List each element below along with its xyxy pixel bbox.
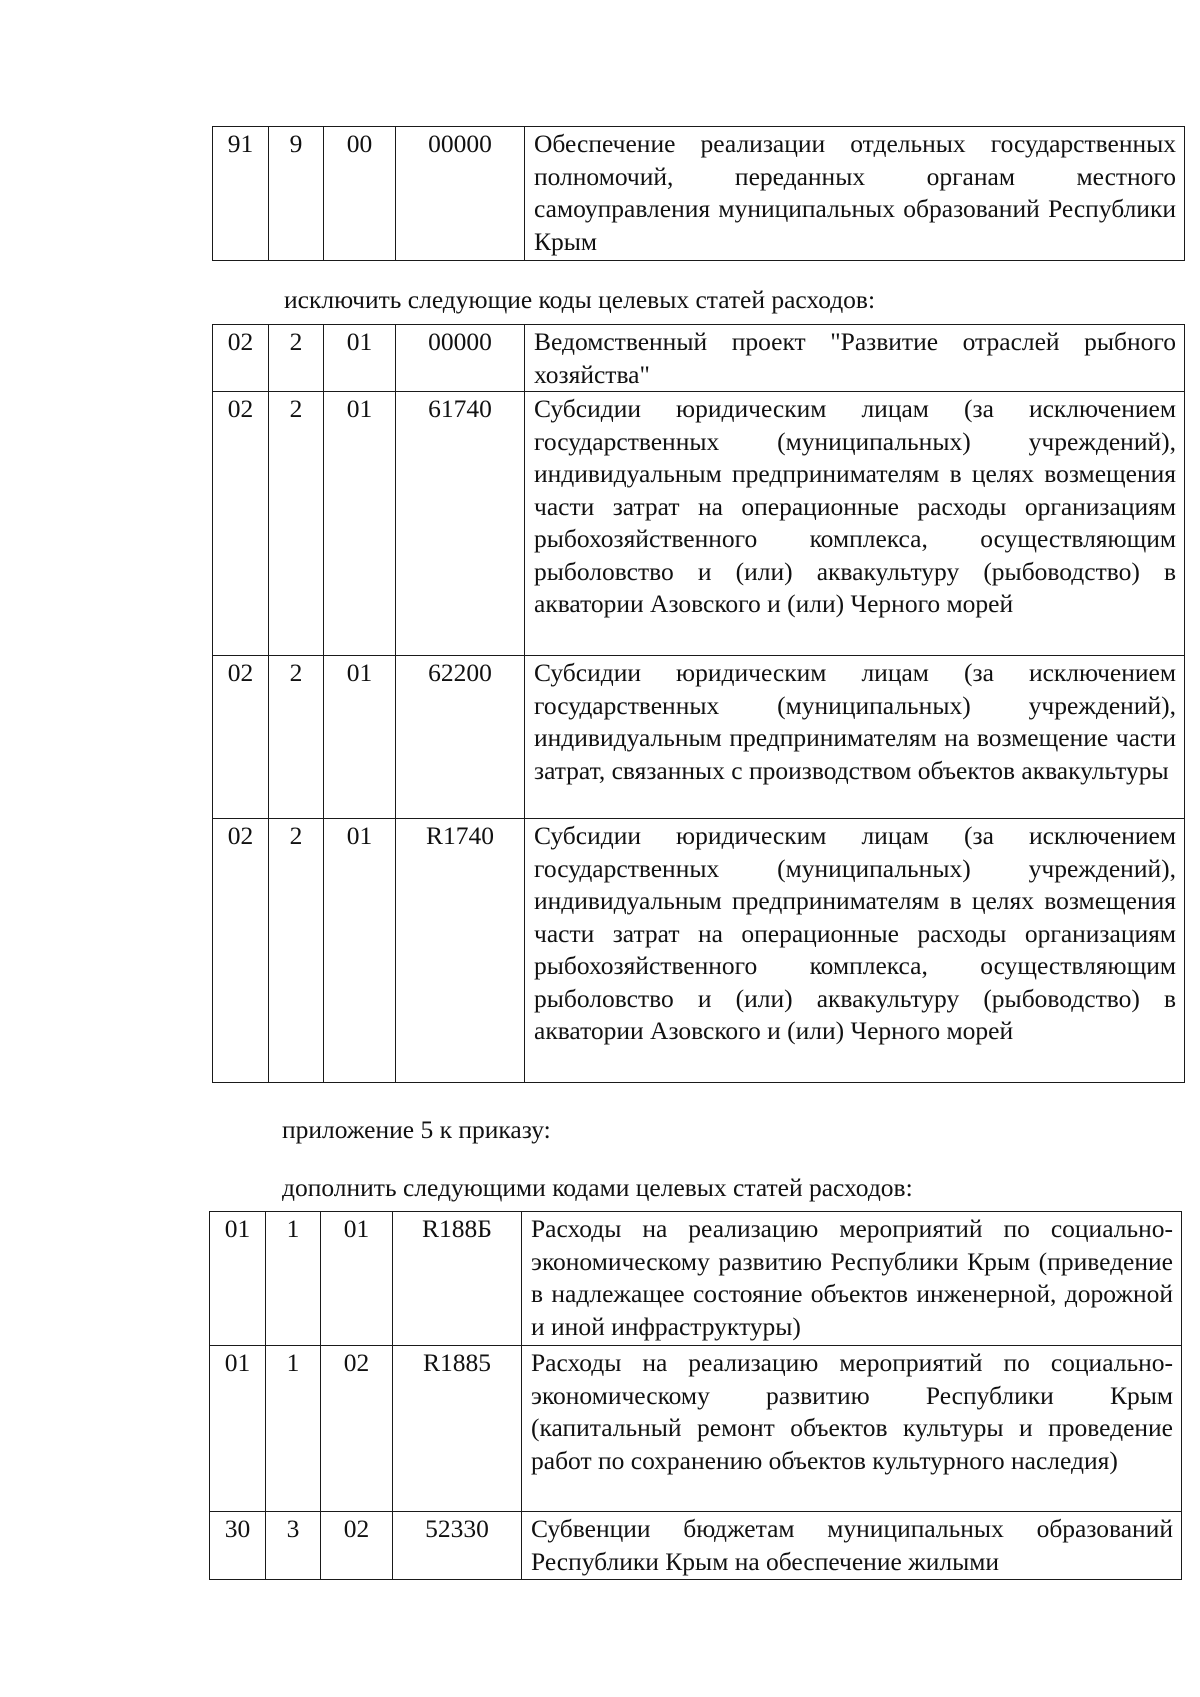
- subprogram-code-cell: 2: [269, 392, 324, 656]
- description-cell: Расходы на реализацию мероприятий по социально-экономическому развитию Республики Крым (приведение в надлежащее состояние объектов инженерной, дорожной и иной инфраструктуры): [522, 1212, 1182, 1346]
- excluded-codes-table: [212, 324, 1185, 1083]
- description-cell: Субсидии юридическим лицам (за исключением государственных (муниципальных) учреждений), индивидуальным предпринимателям в целях возмещения части затрат на операционные расходы организациям рыбохозяйственного комплекса, осуществляющим рыболовство и (или) аквакультуру (рыбоводство) в акватории Азовского и (или) Черного морей: [525, 392, 1185, 656]
- description-cell: Субсидии юридическим лицам (за исключением государственных (муниципальных) учреждений), индивидуальным предпринимателям в целях возмещения части затрат на операционные расходы организациям рыбохозяйственного комплекса, осуществляющим рыболовство и (или) аквакультуру (рыбоводство) в акватории Азовского и (или) Черного морей: [525, 819, 1185, 1083]
- event-code-cell: 01: [324, 325, 396, 392]
- appendix-paragraph: приложение 5 к приказу:: [282, 1115, 551, 1144]
- event-code-cell: 01: [324, 819, 396, 1083]
- event-code-cell: 01: [321, 1212, 393, 1346]
- description-cell: Расходы на реализацию мероприятий по социально-экономическому развитию Республики Крым (капитальный ремонт объектов культуры и проведение работ по сохранению объектов культурного наследия): [522, 1346, 1182, 1512]
- event-code-cell: 01: [324, 656, 396, 819]
- direction-code-cell: 62200: [396, 656, 525, 819]
- table-row: [213, 819, 1185, 1083]
- subprogram-code-cell: 9: [269, 127, 324, 261]
- budget-codes-table-continued: [212, 126, 1185, 261]
- subprogram-code-cell: 1: [266, 1346, 321, 1512]
- program-code-cell: 91: [213, 127, 269, 261]
- subprogram-code-cell: 2: [269, 325, 324, 392]
- direction-code-cell: 52330: [393, 1512, 522, 1580]
- event-code-cell: 00: [324, 127, 396, 261]
- event-code-cell: 01: [324, 392, 396, 656]
- subprogram-code-cell: 1: [266, 1212, 321, 1346]
- program-code-cell: 30: [210, 1512, 266, 1580]
- subprogram-code-cell: 2: [269, 819, 324, 1083]
- program-code-cell: 01: [210, 1212, 266, 1346]
- program-code-cell: 02: [213, 325, 269, 392]
- description-cell: Обеспечение реализации отдельных государственных полномочий, переданных органам местного самоуправления муниципальных образований Республики Крым: [525, 127, 1185, 261]
- add-codes-paragraph: дополнить следующими кодами целевых статей расходов:: [282, 1173, 913, 1202]
- subprogram-code-cell: 3: [266, 1512, 321, 1580]
- program-code-cell: 02: [213, 819, 269, 1083]
- direction-code-cell: R1885: [393, 1346, 522, 1512]
- program-code-cell: 02: [213, 656, 269, 819]
- direction-code-cell: R188Б: [393, 1212, 522, 1346]
- subprogram-code-cell: 2: [269, 656, 324, 819]
- table-row: [213, 127, 1185, 261]
- direction-code-cell: 61740: [396, 392, 525, 656]
- table-row: [210, 1346, 1182, 1512]
- direction-code-cell: 00000: [396, 127, 525, 261]
- event-code-cell: 02: [321, 1512, 393, 1580]
- added-codes-table: [209, 1211, 1182, 1580]
- description-cell: Субвенции бюджетам муниципальных образований Республики Крым на обеспечение жилыми: [522, 1512, 1182, 1580]
- program-code-cell: 01: [210, 1346, 266, 1512]
- table-row: [213, 656, 1185, 819]
- direction-code-cell: R1740: [396, 819, 525, 1083]
- direction-code-cell: 00000: [396, 325, 525, 392]
- table-row: [213, 325, 1185, 392]
- program-code-cell: 02: [213, 392, 269, 656]
- event-code-cell: 02: [321, 1346, 393, 1512]
- description-cell: Ведомственный проект "Развитие отраслей рыбного хозяйства": [525, 325, 1185, 392]
- table-row: [210, 1512, 1182, 1580]
- exclude-codes-paragraph: исключить следующие коды целевых статей расходов:: [284, 285, 876, 314]
- table-row: [210, 1212, 1182, 1346]
- table-row: [213, 392, 1185, 656]
- description-cell: Субсидии юридическим лицам (за исключением государственных (муниципальных) учреждений), индивидуальным предпринимателям на возмещение части затрат, связанных с производством объектов аквакультуры: [525, 656, 1185, 819]
